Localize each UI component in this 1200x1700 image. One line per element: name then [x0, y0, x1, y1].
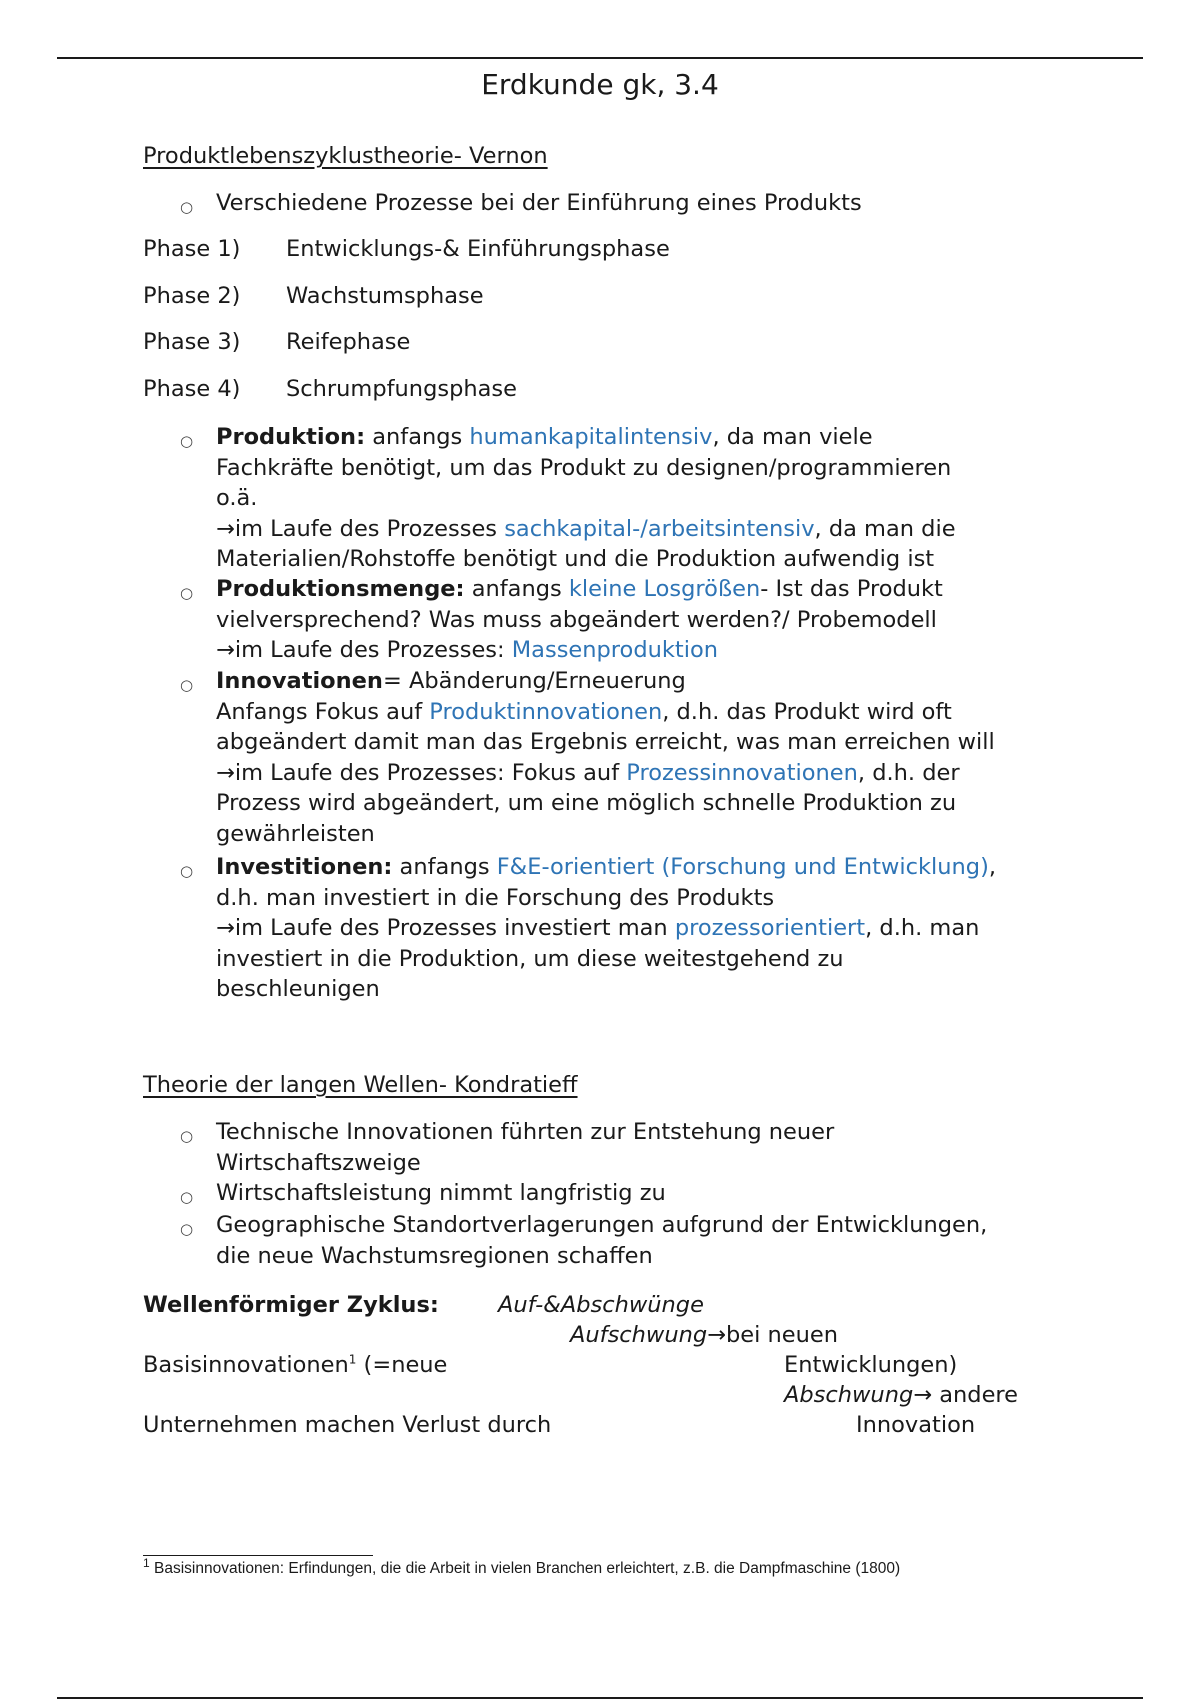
- bullet-circle-icon: ○: [180, 198, 194, 216]
- phase-2-text: Wachstumsphase: [286, 283, 484, 309]
- basisinnovationen-text: Basisinnovationen$^1$ (=neue: [143, 1352, 448, 1378]
- list-item-innovationen-wirtschaftszweige: Technische Innovationen führten zur Entstehung neuer Wirtschaftszweige: [216, 1119, 835, 1176]
- section-heading-kondratieff: Theorie der langen Wellen- Kondratieff: [143, 1072, 578, 1098]
- bullet-circle-icon: ○: [180, 1188, 194, 1206]
- phase-1-text: Entwicklungs-& Einführungsphase: [286, 236, 670, 262]
- section-heading-vernon: Produktlebenszyklustheorie- Vernon: [143, 143, 548, 169]
- zyklus-label: Wellenförmiger Zyklus:: [143, 1292, 439, 1318]
- list-item-investitionen: Investitionen: anfangs F&E-orientiert (Forschung und Entwicklung), d.h. man investiert in die Forschung des Produkts →im Laufe des Prozesses investiert man prozessorientiert, d.h. man investiert in die Produktion, um diese weitestgehend zu beschleunigen: [216, 854, 997, 1002]
- list-item-produktion: Produktion: anfangs humankapitalintensiv, da man viele Fachkräfte benötigt, um das Produkt zu designen/programmieren o.ä. →im Laufe des Prozesses sachkapital-/arbeitsintensiv, da man die Materialien/Rohstoffe benötigt und die Produktion aufwendig ist: [216, 424, 956, 572]
- footnote: $^1$ Basisinnovationen: Erfindungen, die die Arbeit in vielen Branchen erleichtert, z.B. die Dampfmaschine (1800): [143, 1555, 901, 1577]
- header-rule: [57, 57, 1143, 59]
- phase-4-text: Schrumpfungsphase: [286, 376, 517, 402]
- list-item-produktionsmenge: Produktionsmenge: anfangs kleine Losgrößen- Ist das Produkt vielversprechend? Was muss abgeändert werden?/ Probemodell →im Laufe des Prozesses: Massenproduktion: [216, 576, 943, 663]
- bullet-circle-icon: ○: [180, 676, 194, 694]
- phase-3-label: Phase 3): [143, 329, 241, 355]
- abschwung-text: Abschwung→ andere: [784, 1382, 1019, 1408]
- bullet-circle-icon: ○: [180, 1220, 194, 1238]
- zyklus-subtitle: Auf-&Abschwünge: [498, 1292, 704, 1318]
- footnote-rule: [143, 1555, 373, 1556]
- list-item-wirtschaftsleistung: Wirtschaftsleistung nimmt langfristig zu: [216, 1180, 666, 1206]
- intro-bullet-text: Verschiedene Prozesse bei der Einführung eines Produkts: [216, 190, 862, 216]
- list-item-standortverlagerungen: Geographische Standortverlagerungen aufgrund der Entwicklungen, die neue Wachstumsregionen schaffen: [216, 1212, 988, 1269]
- footer-rule: [57, 1697, 1143, 1699]
- bullet-circle-icon: ○: [180, 584, 194, 602]
- unternehmen-text: Unternehmen machen Verlust durch: [143, 1412, 552, 1438]
- phase-4-label: Phase 4): [143, 376, 241, 402]
- bullet-circle-icon: ○: [180, 1127, 194, 1145]
- aufschwung-text: Aufschwung→bei neuen: [570, 1322, 838, 1348]
- bullet-circle-icon: ○: [180, 862, 194, 880]
- innovation-text: Innovation: [856, 1412, 976, 1438]
- bullet-circle-icon: ○: [180, 432, 194, 450]
- phase-3-text: Reifephase: [286, 329, 411, 355]
- phase-1-label: Phase 1): [143, 236, 241, 262]
- list-item-innovationen: Innovationen= Abänderung/Erneuerung Anfangs Fokus auf Produktinnovationen, d.h. das Produkt wird oft abgeändert damit man das Ergebnis erreicht, was man erreichen will →im Laufe des Prozesses: Fokus auf Prozessinnovationen, d.h. der Prozess wird abgeändert, um eine möglich schnelle Produktion zu gewährleisten: [216, 668, 995, 847]
- page-title: Erdkunde gk, 3.4: [481, 68, 719, 101]
- entwicklungen-text: Entwicklungen): [784, 1352, 958, 1378]
- phase-2-label: Phase 2): [143, 283, 241, 309]
